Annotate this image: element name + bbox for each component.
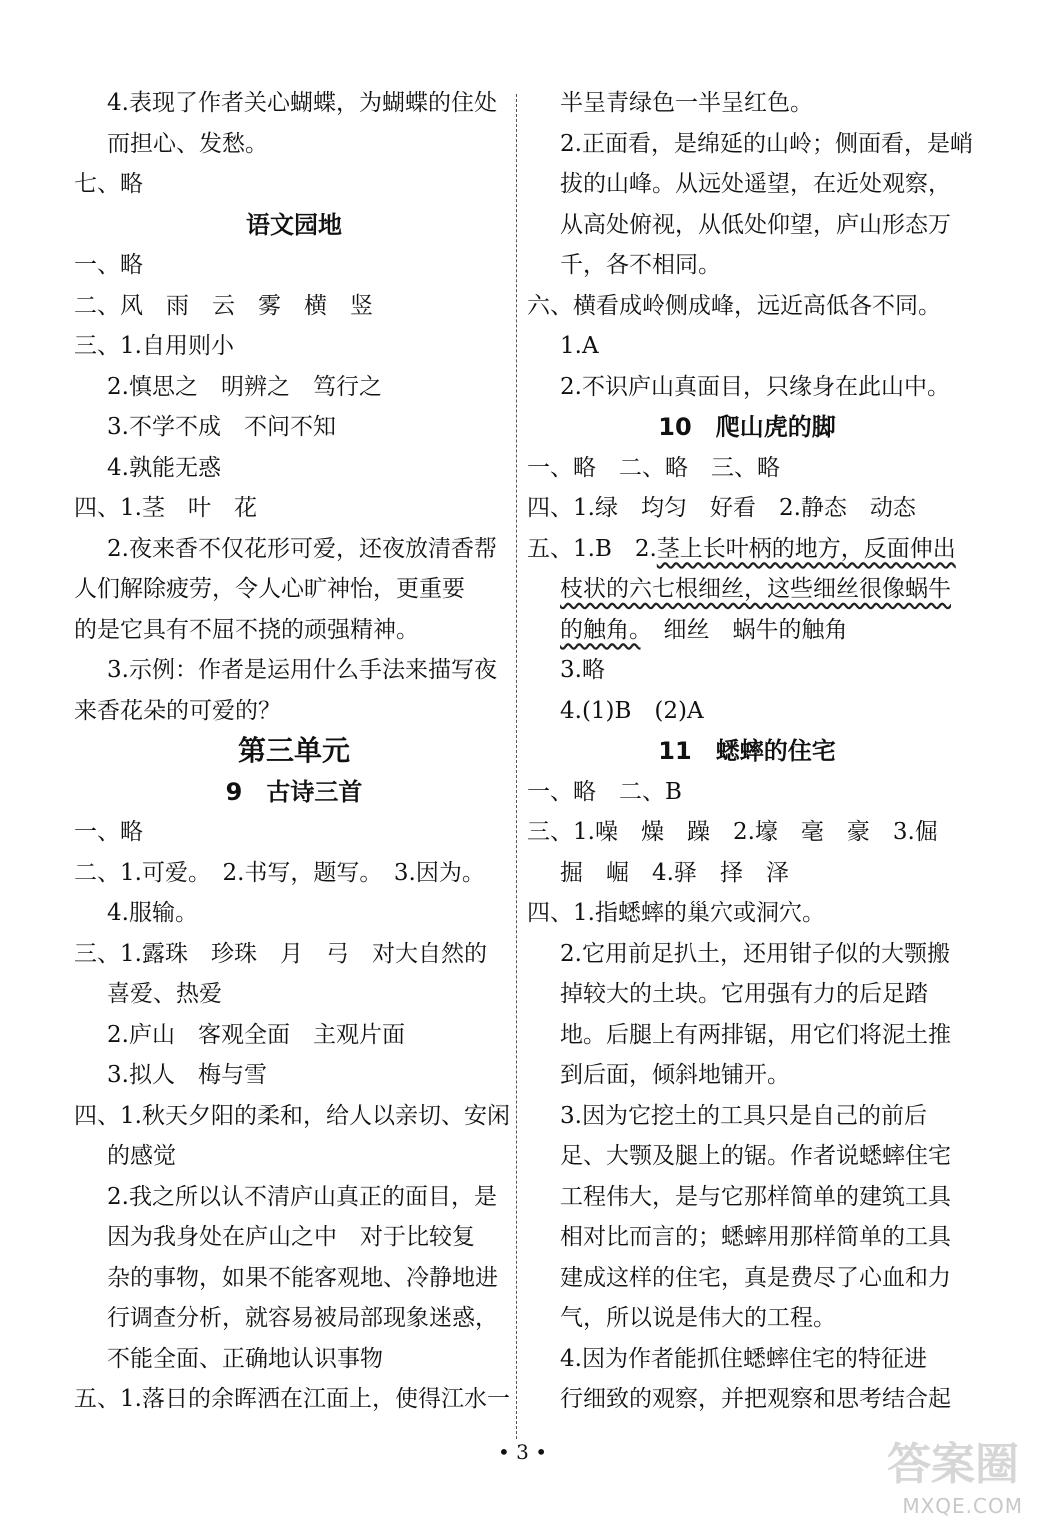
- answer-line: [527, 691, 967, 732]
- answer-line: [527, 1055, 967, 1096]
- answer-line: [527, 1096, 967, 1137]
- answer-line: [74, 1339, 514, 1380]
- line-text: 行调查分析，就容易被局部现象迷惑，: [107, 1305, 498, 1331]
- answer-line: [74, 124, 514, 165]
- answer-line: [527, 569, 967, 610]
- answer-line: [74, 610, 514, 651]
- line-text: 三、1.露珠 珍珠 月 弓 对大自然的: [74, 940, 487, 967]
- unit-title: [74, 731, 514, 772]
- line-text: 四、1.绿 均匀 好看 2.静态 动态: [527, 495, 916, 521]
- answer-line: [74, 974, 514, 1015]
- line-text: 第三单元: [237, 734, 350, 767]
- answer-line: [74, 569, 514, 610]
- line-text: 杂的事物，如果不能客观地、冷静地进: [107, 1264, 498, 1291]
- answer-line: [74, 1136, 514, 1177]
- answer-line: [527, 974, 967, 1015]
- answer-line: [74, 853, 514, 894]
- line-text: 千，各不相同。: [560, 252, 721, 278]
- answer-line: [527, 1136, 967, 1177]
- line-text: 行细致的观察，并把观察和思考结合起: [560, 1386, 951, 1412]
- answer-line: [74, 367, 514, 408]
- section-title: [527, 407, 967, 448]
- answer-line: [74, 1379, 514, 1420]
- answer-line: [74, 529, 514, 570]
- line-text: 3.略: [560, 657, 605, 683]
- answer-line: [527, 812, 967, 853]
- line-text: 五、1.落日的余晖洒在江面上，使得江水一: [74, 1386, 510, 1412]
- line-text: 2.正面看，是绵延的山岭；侧面看，是峭: [560, 130, 973, 157]
- line-text: 一、略: [74, 819, 143, 845]
- underlined-text: 枝状的六七根细丝，这些细丝很像蜗牛: [560, 576, 951, 602]
- line-text: 到后面，倾斜地铺开。: [560, 1062, 790, 1088]
- line-text: 细丝 蜗牛的触角: [640, 616, 848, 643]
- answer-line: [527, 1379, 967, 1420]
- line-text: 七、略: [74, 171, 143, 197]
- section-title: [74, 205, 514, 246]
- line-text: 掉较大的土块。它用强有力的后足踏: [560, 981, 928, 1007]
- answer-line: [527, 934, 967, 975]
- line-text: 1.A: [560, 333, 599, 359]
- answer-line: [527, 83, 967, 124]
- underlined-text: 茎上长叶柄的地方，反面伸出: [656, 535, 956, 562]
- answer-line: [527, 893, 967, 934]
- line-text: 2.我之所以认不清庐山真正的面目，是: [107, 1183, 497, 1210]
- line-text: 气，所以说是伟大的工程。: [560, 1305, 836, 1331]
- line-text: 2.它用前足扒土，还用钳子似的大颚搬: [560, 940, 950, 967]
- line-text: 二、1.可爱。 2.书写，题写。 3.因为。: [74, 859, 485, 886]
- answer-line: [527, 448, 967, 489]
- line-text: 三、1.噪 燥 躁 2.壕 毫 豪 3.倔: [527, 819, 938, 845]
- line-text: 一、略 二、B: [527, 778, 682, 805]
- line-text: 二、风 雨 云 雾 横 竖: [74, 292, 373, 319]
- line-text: 三、1.自用则小: [74, 333, 234, 359]
- line-text: 四、1.茎 叶 花: [74, 495, 257, 521]
- answer-line: [527, 1177, 967, 1218]
- answer-line: [527, 245, 967, 286]
- answer-line: [74, 1055, 514, 1096]
- answer-line: [527, 124, 973, 165]
- answer-line: [74, 326, 514, 367]
- line-text: 地。后腿上有两排锯，用它们将泥土推: [560, 1021, 951, 1048]
- watermark-logo-text: 答案圈: [887, 1439, 1019, 1490]
- answer-line: [527, 164, 967, 205]
- line-text: 因为我身处在庐山之中 对于比较复: [107, 1224, 475, 1250]
- answer-line: [74, 650, 514, 691]
- answer-line: [74, 812, 514, 853]
- left-column: [74, 83, 514, 1420]
- line-text: 11 蟋蟀的住宅: [658, 737, 836, 765]
- answer-line: [74, 245, 514, 286]
- line-text: 人们解除疲劳，令人心旷神怡，更重要: [74, 576, 465, 602]
- right-column: [527, 83, 973, 1420]
- line-text: 六、横看成岭侧成峰，远近高低各不同。: [527, 292, 941, 319]
- line-text: 4.服输。: [107, 900, 198, 926]
- line-text: 半呈青绿色一半呈红色。: [560, 90, 813, 116]
- line-text: 的感觉: [107, 1143, 176, 1169]
- answer-line: [527, 610, 967, 651]
- line-text: 4.因为作者能抓住蟋蟀住宅的特征进: [560, 1345, 927, 1372]
- line-text: 掘 崛 4.驿 择 泽: [560, 859, 789, 886]
- answer-line: [527, 1258, 967, 1299]
- line-text: 五、1.B 2.: [527, 535, 657, 562]
- line-text: 相对比而言的；蟋蟀用那样简单的工具: [560, 1224, 951, 1250]
- answer-line: [527, 1298, 967, 1339]
- line-text: 足、大颚及腿上的锯。作者说蟋蟀住宅: [560, 1143, 951, 1169]
- line-text: 3.拟人 梅与雪: [107, 1062, 267, 1088]
- answer-line: [527, 1339, 967, 1380]
- answer-line: [74, 83, 514, 124]
- line-text: 4.孰能无惑: [107, 454, 221, 481]
- line-text: 四、1.指蟋蟀的巢穴或洞穴。: [527, 900, 825, 926]
- answer-line: [74, 1298, 514, 1339]
- line-text: 建成这样的住宅，真是费尽了心血和力: [560, 1264, 951, 1291]
- line-text: 2.庐山 客观全面 主观片面: [107, 1021, 405, 1048]
- line-text: 4.表现了作者关心蝴蝶，为蝴蝶的住处: [107, 90, 497, 116]
- answer-line: [527, 326, 967, 367]
- line-text: 一、略: [74, 252, 143, 278]
- answer-line: [74, 1258, 514, 1299]
- line-text: 10 爬山虎的脚: [658, 413, 836, 441]
- line-text: 4.(1)B (2)A: [560, 697, 704, 724]
- answer-line: [527, 529, 967, 570]
- column-divider: [516, 94, 517, 1439]
- answer-line: [527, 853, 967, 894]
- answer-line: [74, 893, 514, 934]
- answer-line: [74, 691, 514, 732]
- answer-line: [527, 286, 967, 327]
- line-text: 3.不学不成 不问不知: [107, 414, 336, 440]
- line-text: 3.因为它挖土的工具只是自己的前后: [560, 1102, 927, 1129]
- watermark-url: MXQE.COM: [902, 1494, 1023, 1518]
- answer-line: [74, 1217, 514, 1258]
- line-text: 语文园地: [246, 210, 342, 239]
- line-text: 3.示例：作者是运用什么手法来描写夜: [107, 657, 497, 683]
- line-text: 喜爱、热爱: [107, 981, 222, 1007]
- answer-line: [527, 1217, 967, 1258]
- line-text: 工程伟大，是与它那样简单的建筑工具: [560, 1183, 951, 1210]
- answer-line: [527, 205, 967, 246]
- answer-line: [74, 448, 514, 489]
- answer-line: [527, 650, 967, 691]
- answer-line: [527, 488, 967, 529]
- section-title: [74, 772, 514, 813]
- line-text: 一、略 二、略 三、略: [527, 454, 780, 481]
- line-text: 的是它具有不屈不挠的顽强精神。: [74, 616, 419, 643]
- answer-line: [74, 1015, 514, 1056]
- line-text: 2.慎思之 明辨之 笃行之: [107, 373, 382, 400]
- watermark-logo: [841, 1428, 1031, 1518]
- line-text: 从高处俯视，从低处仰望，庐山形态万: [560, 211, 951, 238]
- line-text: 2.夜来香不仅花形可爱，还夜放清香帮: [107, 535, 497, 562]
- answer-line: [74, 934, 514, 975]
- answer-line: [527, 367, 967, 408]
- answer-line: [74, 164, 514, 205]
- answer-line: [74, 407, 514, 448]
- answer-line: [74, 286, 514, 327]
- line-text: 拔的山峰。从远处遥望，在近处观察，: [560, 171, 951, 197]
- answer-line: [74, 1096, 514, 1137]
- line-text: 9 古诗三首: [225, 777, 363, 806]
- answer-line: [74, 488, 514, 529]
- page-number: • 3 •: [497, 1440, 548, 1464]
- answer-line: [74, 1177, 514, 1218]
- line-text: 而担心、发愁。: [107, 130, 268, 157]
- answer-line: [527, 772, 967, 813]
- underlined-text: 的触角。: [560, 616, 641, 643]
- line-text: 2.不识庐山真面目，只缘身在此山中。: [560, 373, 950, 400]
- section-title: [527, 731, 967, 772]
- line-text: 来香花朵的可爱的？: [74, 697, 281, 724]
- line-text: 不能全面、正确地认识事物: [107, 1345, 383, 1372]
- answer-line: [527, 1015, 967, 1056]
- line-text: 四、1.秋天夕阳的柔和，给人以亲切、安闲: [74, 1102, 510, 1129]
